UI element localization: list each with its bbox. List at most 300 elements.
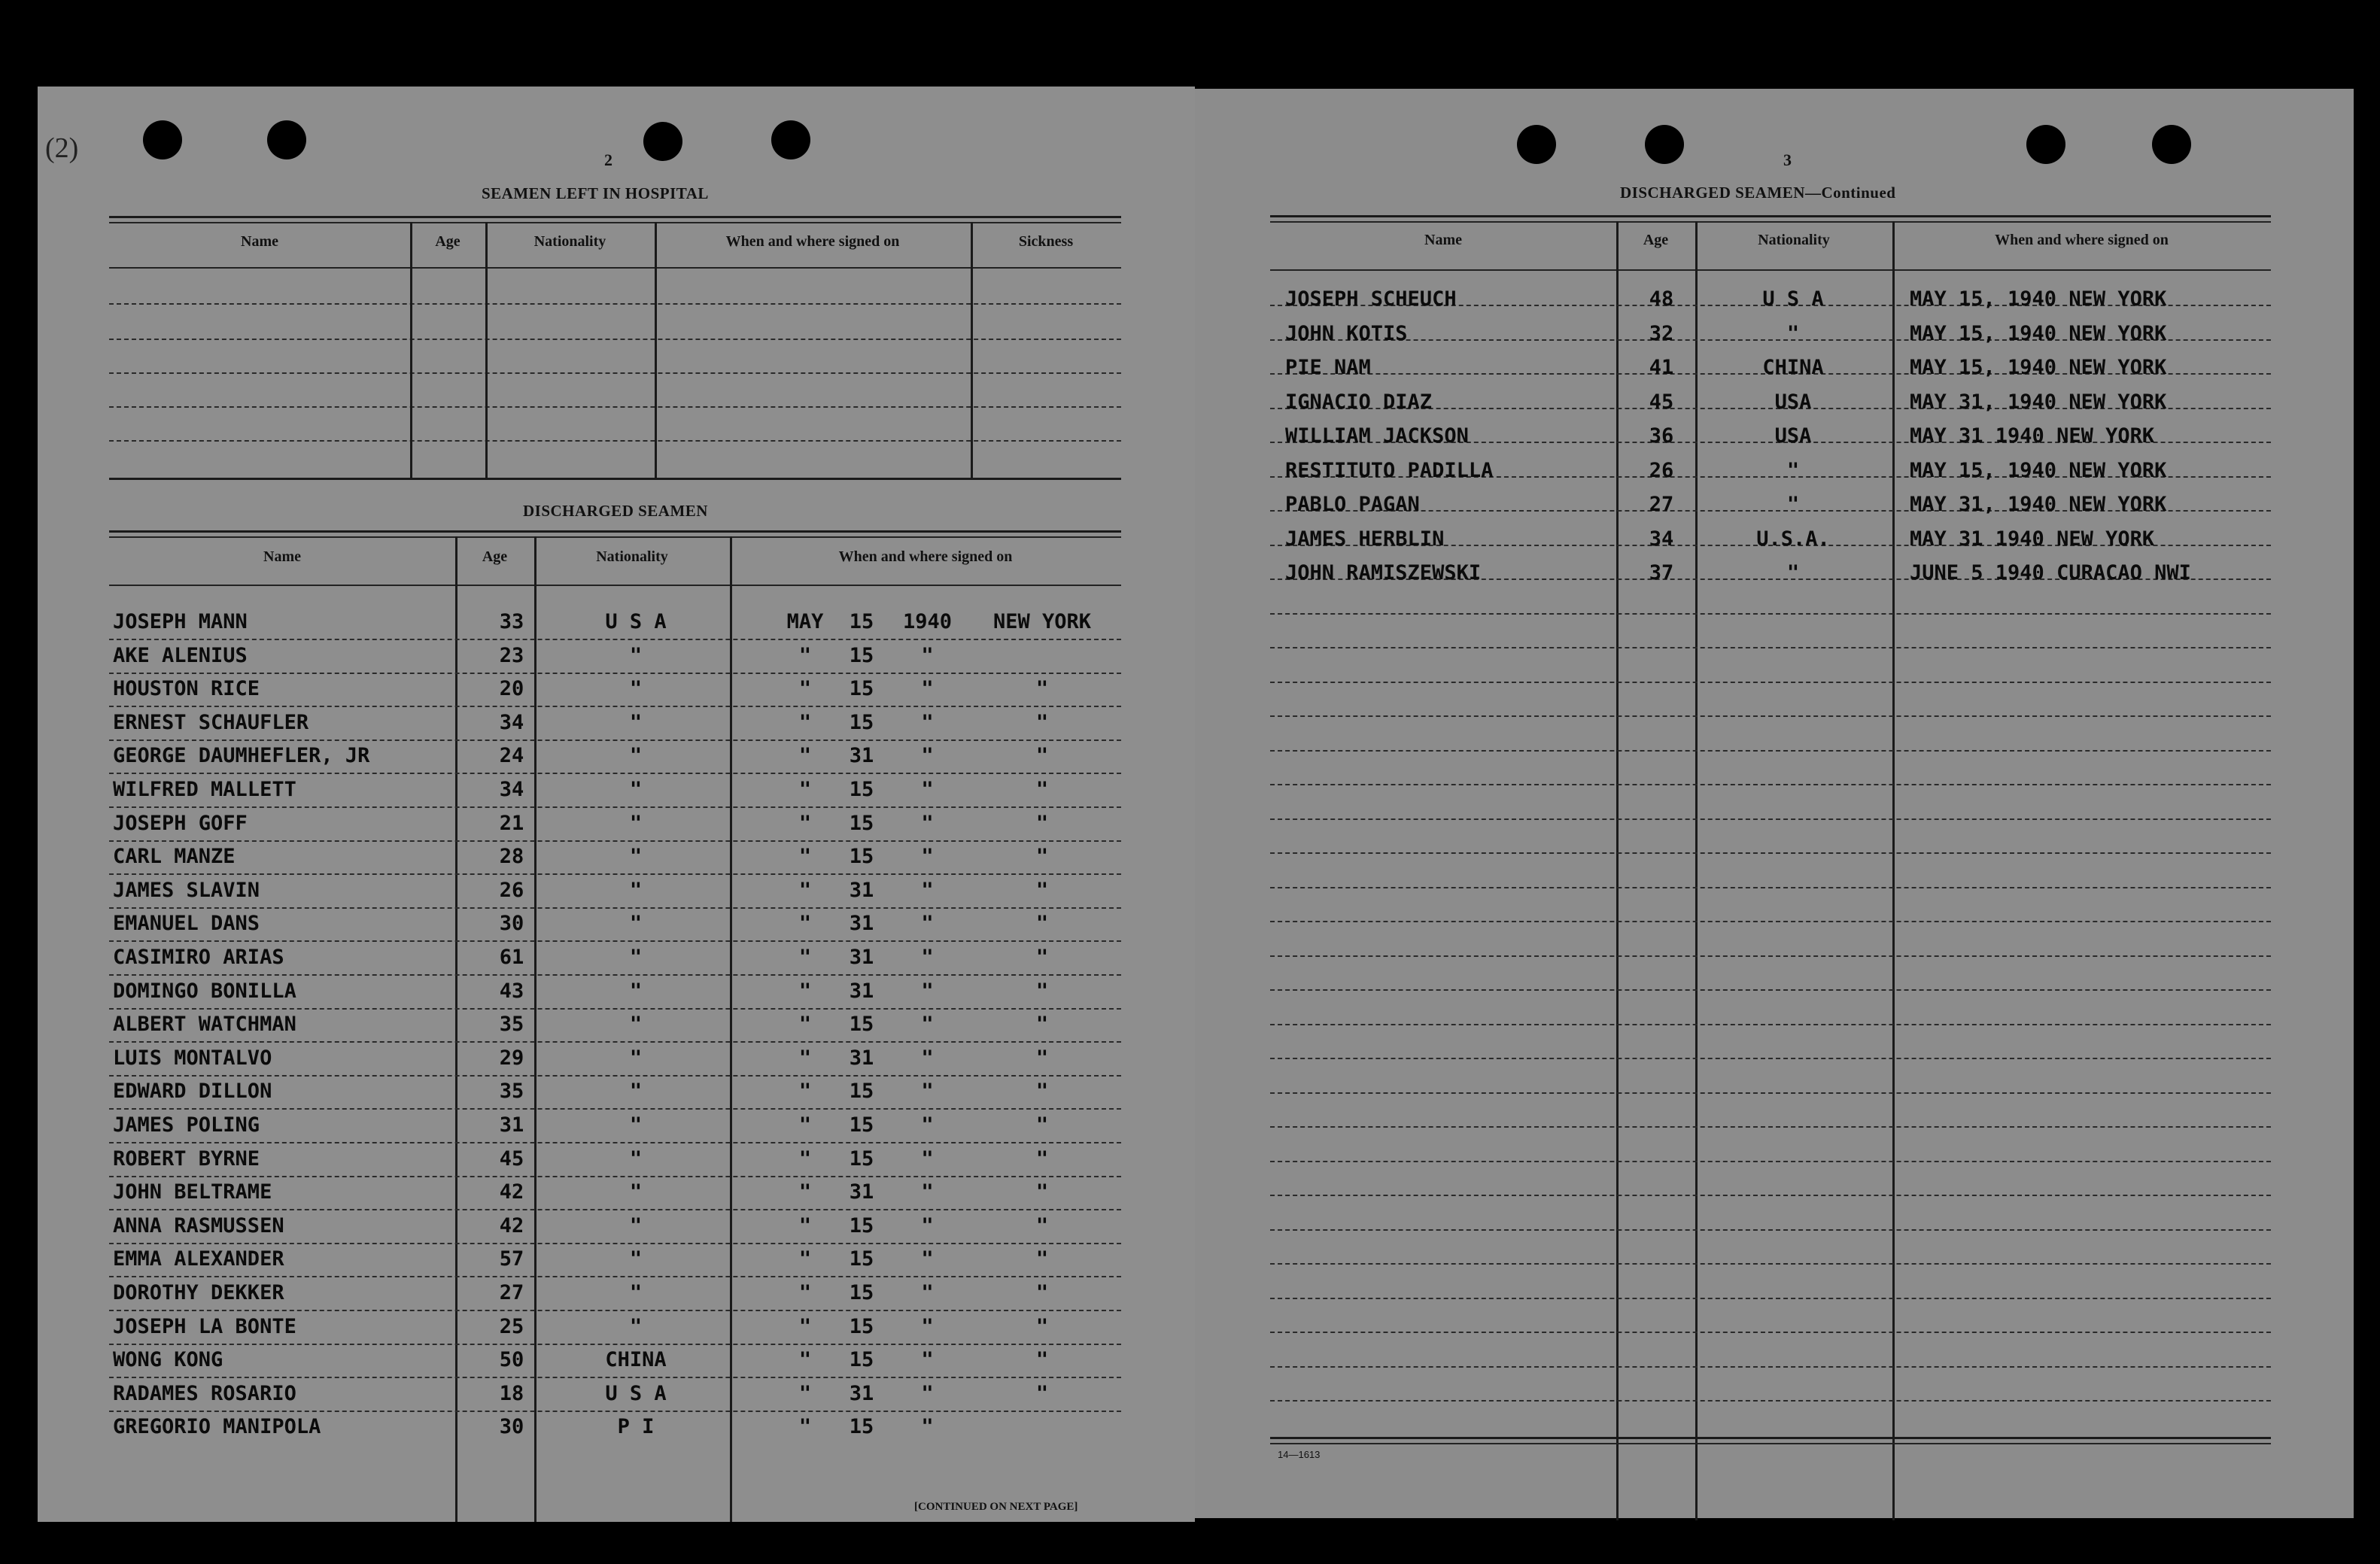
signed-place: " bbox=[1035, 946, 1049, 969]
col-header-name: Name bbox=[1424, 232, 1462, 248]
signed-place: " bbox=[1035, 1080, 1049, 1104]
table-row bbox=[113, 909, 1121, 939]
seaman-nationality: " bbox=[629, 1314, 643, 1338]
seaman-name: ERNEST SCHAUFLER bbox=[113, 710, 309, 734]
signed-year: " bbox=[921, 912, 934, 936]
seaman-nationality: P I bbox=[617, 1415, 655, 1439]
seaman-nationality: U.S.A. bbox=[1756, 527, 1830, 551]
table-row bbox=[113, 1412, 1121, 1442]
seaman-nationality: U S A bbox=[605, 610, 667, 633]
signed-place: " bbox=[1035, 1213, 1049, 1238]
signed-year: 1940 bbox=[902, 610, 953, 633]
seaman-name: LUIS MONTALVO bbox=[113, 1046, 272, 1070]
seaman-age: 35 bbox=[499, 1013, 524, 1037]
row-rule bbox=[1270, 784, 2271, 785]
signed-on: MAY 31 1940 NEW YORK bbox=[1910, 424, 2155, 448]
signed-day: 15 bbox=[849, 1314, 874, 1338]
seaman-name: JOHN RAMISZEWSKI bbox=[1285, 561, 1482, 585]
signed-month: " bbox=[798, 1113, 812, 1137]
signed-day: 15 bbox=[849, 811, 874, 835]
seaman-age: 37 bbox=[1649, 561, 1674, 585]
signed-month: " bbox=[798, 811, 812, 835]
signed-month: " bbox=[798, 979, 812, 1003]
table-row bbox=[113, 674, 1121, 704]
corner-mark: (2) bbox=[45, 132, 79, 164]
signed-place: " bbox=[1035, 1013, 1049, 1037]
signed-day: 15 bbox=[849, 845, 874, 869]
signed-month: " bbox=[798, 912, 812, 936]
signed-day: 31 bbox=[849, 979, 874, 1003]
col-header-name: Name bbox=[241, 233, 278, 250]
table-row bbox=[113, 741, 1121, 771]
table-row bbox=[1285, 387, 2263, 418]
row-rule bbox=[1270, 1263, 2271, 1265]
seaman-name: DOROTHY DEKKER bbox=[113, 1281, 284, 1304]
signed-on: MAY 15, 1940 NEW YORK bbox=[1910, 356, 2167, 379]
seaman-nationality: " bbox=[629, 1180, 643, 1204]
seaman-name: PIE NAM bbox=[1285, 356, 1371, 379]
seaman-name: JOSEPH LA BONTE bbox=[113, 1314, 296, 1338]
signed-month: " bbox=[798, 744, 812, 768]
signed-place: " bbox=[1035, 1381, 1049, 1405]
seaman-nationality: " bbox=[629, 1013, 643, 1037]
signed-place: " bbox=[1035, 744, 1049, 768]
seaman-nationality: " bbox=[1786, 458, 1800, 482]
signed-month: " bbox=[798, 1348, 812, 1372]
rule bbox=[109, 440, 1121, 442]
table-row bbox=[113, 708, 1121, 738]
seaman-nationality: USA bbox=[1774, 424, 1812, 448]
seaman-nationality: " bbox=[629, 878, 643, 902]
row-rule bbox=[1270, 1024, 2271, 1025]
seaman-nationality: CHINA bbox=[605, 1348, 667, 1372]
signed-month: " bbox=[798, 1314, 812, 1338]
signed-day: 15 bbox=[849, 677, 874, 701]
seaman-age: 36 bbox=[1649, 424, 1674, 448]
signed-month: " bbox=[798, 1146, 812, 1171]
signed-place: " bbox=[1035, 677, 1049, 701]
signed-on: MAY 15, 1940 NEW YORK bbox=[1910, 458, 2167, 482]
signed-month: " bbox=[798, 1080, 812, 1104]
row-rule bbox=[1270, 921, 2271, 922]
table-row bbox=[1285, 421, 2263, 451]
table-row bbox=[113, 1077, 1121, 1107]
seaman-name: RADAMES ROSARIO bbox=[113, 1381, 296, 1405]
punch-hole bbox=[643, 122, 682, 161]
signed-month: " bbox=[798, 778, 812, 801]
signed-year: " bbox=[921, 643, 934, 667]
col-header-signed-on: When and where signed on bbox=[1995, 232, 2169, 248]
signed-year: " bbox=[921, 710, 934, 734]
seaman-nationality: " bbox=[629, 1113, 643, 1137]
signed-month: " bbox=[798, 677, 812, 701]
signed-day: 15 bbox=[849, 610, 874, 633]
seaman-age: 42 bbox=[499, 1180, 524, 1204]
rule bbox=[109, 585, 1121, 586]
punch-hole bbox=[1645, 125, 1684, 164]
signed-year: " bbox=[921, 1247, 934, 1271]
signed-day: 31 bbox=[849, 744, 874, 768]
form-number: 14—1613 bbox=[1278, 1449, 1321, 1460]
table-row bbox=[1285, 524, 2263, 554]
rule bbox=[1270, 1437, 2271, 1439]
row-rule bbox=[1270, 1058, 2271, 1059]
seaman-nationality: " bbox=[629, 845, 643, 869]
page-number: 2 bbox=[604, 150, 612, 169]
seaman-name: HOUSTON RICE bbox=[113, 677, 260, 701]
seaman-age: 42 bbox=[499, 1213, 524, 1238]
seaman-age: 45 bbox=[1649, 390, 1674, 414]
row-rule bbox=[1270, 647, 2271, 648]
signed-place: " bbox=[1035, 1180, 1049, 1204]
signed-month: " bbox=[798, 1213, 812, 1238]
punch-hole bbox=[143, 120, 182, 159]
signed-month: " bbox=[798, 1281, 812, 1304]
signed-place: " bbox=[1035, 811, 1049, 835]
row-rule bbox=[1270, 1332, 2271, 1333]
seaman-name: JOSEPH GOFF bbox=[113, 811, 248, 835]
hospital-section-title: SEAMEN LEFT IN HOSPITAL bbox=[482, 184, 709, 202]
row-rule bbox=[1270, 1092, 2271, 1094]
signed-day: 31 bbox=[849, 1180, 874, 1204]
row-rule bbox=[1270, 887, 2271, 888]
signed-place: " bbox=[1035, 1247, 1049, 1271]
seaman-name: JOSEPH SCHEUCH bbox=[1285, 287, 1457, 311]
seaman-nationality: " bbox=[629, 1080, 643, 1104]
rule bbox=[971, 222, 973, 478]
signed-year: " bbox=[921, 1080, 934, 1104]
seaman-name: ROBERT BYRNE bbox=[113, 1146, 260, 1171]
signed-place: " bbox=[1035, 1348, 1049, 1372]
right-page bbox=[1195, 89, 2354, 1518]
row-rule bbox=[1270, 1298, 2271, 1299]
rule bbox=[109, 406, 1121, 408]
row-rule bbox=[1270, 818, 2271, 820]
table-row bbox=[113, 607, 1121, 637]
table-row bbox=[113, 1110, 1121, 1140]
signed-day: 15 bbox=[849, 1213, 874, 1238]
signed-month: " bbox=[798, 710, 812, 734]
signed-year: " bbox=[921, 1348, 934, 1372]
rule bbox=[109, 303, 1121, 305]
rule bbox=[1270, 215, 2271, 217]
col-header-name: Name bbox=[263, 548, 301, 565]
seaman-age: 29 bbox=[499, 1046, 524, 1070]
signed-year: " bbox=[921, 878, 934, 902]
seaman-nationality: " bbox=[629, 1213, 643, 1238]
punch-hole bbox=[267, 120, 306, 159]
seaman-nationality: " bbox=[629, 643, 643, 667]
signed-day: 31 bbox=[849, 912, 874, 936]
page-number: 3 bbox=[1783, 150, 1792, 169]
signed-on: MAY 31, 1940 NEW YORK bbox=[1910, 390, 2167, 414]
seaman-age: 41 bbox=[1649, 356, 1674, 379]
rule bbox=[1270, 221, 2271, 223]
signed-place: NEW YORK bbox=[992, 610, 1092, 633]
seaman-name: JAMES HERBLIN bbox=[1285, 527, 1445, 551]
seaman-nationality: U S A bbox=[1762, 287, 1824, 311]
seaman-nationality: " bbox=[629, 1146, 643, 1171]
table-row bbox=[113, 1278, 1121, 1308]
seaman-age: 24 bbox=[499, 744, 524, 768]
rule bbox=[109, 478, 1121, 480]
seaman-nationality: U S A bbox=[605, 1381, 667, 1405]
table-row bbox=[1285, 353, 2263, 383]
row-rule bbox=[1270, 613, 2271, 615]
signed-day: 15 bbox=[849, 1113, 874, 1137]
rule bbox=[410, 222, 412, 478]
col-header-sickness: Sickness bbox=[1018, 233, 1074, 250]
signed-year: " bbox=[921, 1213, 934, 1238]
signed-place: " bbox=[1035, 1113, 1049, 1137]
signed-place: " bbox=[1035, 912, 1049, 936]
signed-place: " bbox=[1035, 845, 1049, 869]
signed-place: " bbox=[1035, 1046, 1049, 1070]
rule bbox=[109, 216, 1121, 218]
signed-month: " bbox=[798, 1247, 812, 1271]
signed-place: " bbox=[1035, 1314, 1049, 1338]
seaman-age: 27 bbox=[499, 1281, 524, 1304]
table-row bbox=[113, 775, 1121, 805]
punch-hole bbox=[2026, 125, 2065, 164]
seaman-nationality: " bbox=[629, 946, 643, 969]
table-row bbox=[1285, 490, 2263, 520]
table-row bbox=[113, 1177, 1121, 1207]
seaman-name: AKE ALENIUS bbox=[113, 643, 248, 667]
seaman-name: ANNA RASMUSSEN bbox=[113, 1213, 284, 1238]
seaman-age: 35 bbox=[499, 1080, 524, 1104]
seaman-age: 34 bbox=[499, 710, 524, 734]
seaman-age: 48 bbox=[1649, 287, 1674, 311]
discharged-section-title: DISCHARGED SEAMEN bbox=[523, 502, 708, 520]
signed-year: " bbox=[921, 1146, 934, 1171]
punch-hole bbox=[771, 120, 810, 159]
row-rule bbox=[1270, 1126, 2271, 1128]
seaman-name: DOMINGO BONILLA bbox=[113, 979, 296, 1003]
seaman-name: CARL MANZE bbox=[113, 845, 236, 869]
seaman-nationality: " bbox=[629, 1247, 643, 1271]
rule bbox=[655, 222, 657, 478]
signed-day: 31 bbox=[849, 1381, 874, 1405]
signed-year: " bbox=[921, 1046, 934, 1070]
seaman-age: 28 bbox=[499, 845, 524, 869]
signed-on: MAY 31, 1940 NEW YORK bbox=[1910, 493, 2167, 516]
seaman-age: 21 bbox=[499, 811, 524, 835]
signed-month: " bbox=[798, 1046, 812, 1070]
seaman-age: 34 bbox=[1649, 527, 1674, 551]
row-rule bbox=[1270, 1195, 2271, 1196]
signed-on: MAY 15, 1940 NEW YORK bbox=[1910, 321, 2167, 345]
row-rule bbox=[1270, 989, 2271, 991]
signed-day: 31 bbox=[849, 946, 874, 969]
signed-year: " bbox=[921, 1013, 934, 1037]
col-header-age: Age bbox=[482, 548, 508, 565]
row-rule bbox=[1270, 715, 2271, 717]
table-row bbox=[1285, 284, 2263, 314]
seaman-nationality: CHINA bbox=[1762, 356, 1824, 379]
row-rule bbox=[1270, 1400, 2271, 1402]
seaman-name: EMMA ALEXANDER bbox=[113, 1247, 284, 1271]
signed-place: " bbox=[1035, 1146, 1049, 1171]
table-row bbox=[113, 976, 1121, 1007]
signed-year: " bbox=[921, 845, 934, 869]
rule bbox=[109, 222, 1121, 223]
rule bbox=[109, 267, 1121, 269]
col-header-nationality: Nationality bbox=[533, 233, 606, 250]
col-header-nationality: Nationality bbox=[1758, 232, 1830, 248]
table-row bbox=[113, 641, 1121, 671]
seaman-age: 20 bbox=[499, 677, 524, 701]
seaman-age: 50 bbox=[499, 1348, 524, 1372]
col-header-nationality: Nationality bbox=[596, 548, 668, 565]
seaman-age: 23 bbox=[499, 643, 524, 667]
seaman-nationality: USA bbox=[1774, 390, 1812, 414]
signed-place: " bbox=[1035, 778, 1049, 801]
seaman-nationality: " bbox=[629, 1281, 643, 1304]
table-row bbox=[113, 876, 1121, 906]
table-row bbox=[113, 943, 1121, 973]
table-row bbox=[113, 809, 1121, 839]
signed-place: " bbox=[1035, 710, 1049, 734]
seaman-age: 43 bbox=[499, 979, 524, 1003]
seaman-age: 18 bbox=[499, 1381, 524, 1405]
seaman-name: WILFRED MALLETT bbox=[113, 778, 296, 801]
seaman-name: PABLO PAGAN bbox=[1285, 493, 1420, 516]
signed-year: " bbox=[921, 677, 934, 701]
seaman-age: 45 bbox=[499, 1146, 524, 1171]
punch-hole bbox=[2152, 125, 2191, 164]
seaman-name: JOSEPH MANN bbox=[113, 610, 248, 633]
rule bbox=[109, 530, 1121, 533]
signed-day: 15 bbox=[849, 1080, 874, 1104]
rule bbox=[485, 222, 488, 478]
signed-year: " bbox=[921, 744, 934, 768]
table-row bbox=[113, 842, 1121, 872]
seaman-name: WILLIAM JACKSON bbox=[1285, 424, 1469, 448]
seaman-name: JAMES SLAVIN bbox=[113, 878, 260, 902]
seaman-age: 30 bbox=[499, 912, 524, 936]
signed-day: 15 bbox=[849, 1013, 874, 1037]
seaman-name: GREGORIO MANIPOLA bbox=[113, 1415, 321, 1439]
signed-day: 15 bbox=[849, 1415, 874, 1439]
seaman-age: 26 bbox=[499, 878, 524, 902]
seaman-name: EDWARD DILLON bbox=[113, 1080, 272, 1104]
rule bbox=[1270, 1443, 2271, 1444]
signed-year: " bbox=[921, 811, 934, 835]
signed-month: " bbox=[798, 946, 812, 969]
signed-on: MAY 31 1940 NEW YORK bbox=[1910, 527, 2155, 551]
table-row bbox=[113, 1244, 1121, 1274]
signed-year: " bbox=[921, 1415, 934, 1439]
seaman-name: ALBERT WATCHMAN bbox=[113, 1013, 296, 1037]
row-rule bbox=[1270, 1229, 2271, 1231]
rule bbox=[1270, 269, 2271, 271]
seaman-nationality: " bbox=[629, 677, 643, 701]
row-rule bbox=[1270, 1366, 2271, 1368]
rule bbox=[109, 372, 1121, 374]
col-header-signed-on: When and where signed on bbox=[725, 233, 900, 250]
signed-day: 15 bbox=[849, 1146, 874, 1171]
signed-day: 15 bbox=[849, 710, 874, 734]
signed-month: " bbox=[798, 1415, 812, 1439]
rule bbox=[109, 339, 1121, 340]
signed-on: JUNE 5 1940 CURACAO NWI bbox=[1910, 561, 2191, 585]
seaman-name: EMANUEL DANS bbox=[113, 912, 260, 936]
col-header-age: Age bbox=[1643, 232, 1669, 248]
signed-year: " bbox=[921, 1281, 934, 1304]
signed-month: " bbox=[798, 1180, 812, 1204]
seaman-age: 34 bbox=[499, 778, 524, 801]
signed-place: " bbox=[1035, 878, 1049, 902]
table-row bbox=[113, 1010, 1121, 1040]
table-row bbox=[113, 1312, 1121, 1342]
table-row bbox=[113, 1211, 1121, 1241]
signed-place: " bbox=[1035, 979, 1049, 1003]
section-title: DISCHARGED SEAMEN—Continued bbox=[1620, 184, 1896, 202]
table-row bbox=[113, 1379, 1121, 1409]
seaman-name: JOHN BELTRAME bbox=[113, 1180, 272, 1204]
continued-note: [CONTINUED ON NEXT PAGE] bbox=[914, 1501, 1078, 1513]
seaman-name: GEORGE DAUMHEFLER, JR bbox=[113, 744, 370, 768]
signed-month: MAY bbox=[786, 610, 824, 633]
seaman-nationality: " bbox=[629, 710, 643, 734]
seaman-age: 61 bbox=[499, 946, 524, 969]
signed-day: 15 bbox=[849, 1247, 874, 1271]
seaman-age: 32 bbox=[1649, 321, 1674, 345]
seaman-age: 27 bbox=[1649, 493, 1674, 516]
signed-month: " bbox=[798, 1381, 812, 1405]
seaman-name: JOHN KOTIS bbox=[1285, 321, 1408, 345]
seaman-name: JAMES POLING bbox=[113, 1113, 260, 1137]
seaman-name: IGNACIO DIAZ bbox=[1285, 390, 1433, 414]
seaman-nationality: " bbox=[1786, 321, 1800, 345]
table-row bbox=[1285, 319, 2263, 349]
seaman-nationality: " bbox=[629, 979, 643, 1003]
signed-month: " bbox=[798, 1013, 812, 1037]
seaman-nationality: " bbox=[629, 778, 643, 801]
table-row bbox=[113, 1345, 1121, 1375]
seaman-age: 57 bbox=[499, 1247, 524, 1271]
signed-year: " bbox=[921, 1314, 934, 1338]
seaman-age: 26 bbox=[1649, 458, 1674, 482]
signed-year: " bbox=[921, 979, 934, 1003]
row-rule bbox=[1270, 750, 2271, 752]
signed-month: " bbox=[798, 845, 812, 869]
seaman-nationality: " bbox=[1786, 493, 1800, 516]
signed-year: " bbox=[921, 1381, 934, 1405]
signed-place: " bbox=[1035, 1281, 1049, 1304]
signed-month: " bbox=[798, 878, 812, 902]
seaman-nationality: " bbox=[629, 744, 643, 768]
signed-year: " bbox=[921, 778, 934, 801]
signed-day: 31 bbox=[849, 1046, 874, 1070]
row-rule bbox=[1270, 955, 2271, 957]
seaman-age: 31 bbox=[499, 1113, 524, 1137]
seaman-nationality: " bbox=[1786, 561, 1800, 585]
left-page bbox=[38, 87, 1195, 1522]
seaman-name: CASIMIRO ARIAS bbox=[113, 946, 284, 969]
signed-day: 15 bbox=[849, 1348, 874, 1372]
seaman-age: 30 bbox=[499, 1415, 524, 1439]
table-row bbox=[113, 1043, 1121, 1074]
signed-day: 31 bbox=[849, 878, 874, 902]
signed-day: 15 bbox=[849, 643, 874, 667]
table-row bbox=[1285, 558, 2263, 588]
signed-month: " bbox=[798, 643, 812, 667]
col-header-age: Age bbox=[435, 233, 460, 250]
row-rule bbox=[1270, 852, 2271, 854]
signed-on: MAY 15, 1940 NEW YORK bbox=[1910, 287, 2167, 311]
